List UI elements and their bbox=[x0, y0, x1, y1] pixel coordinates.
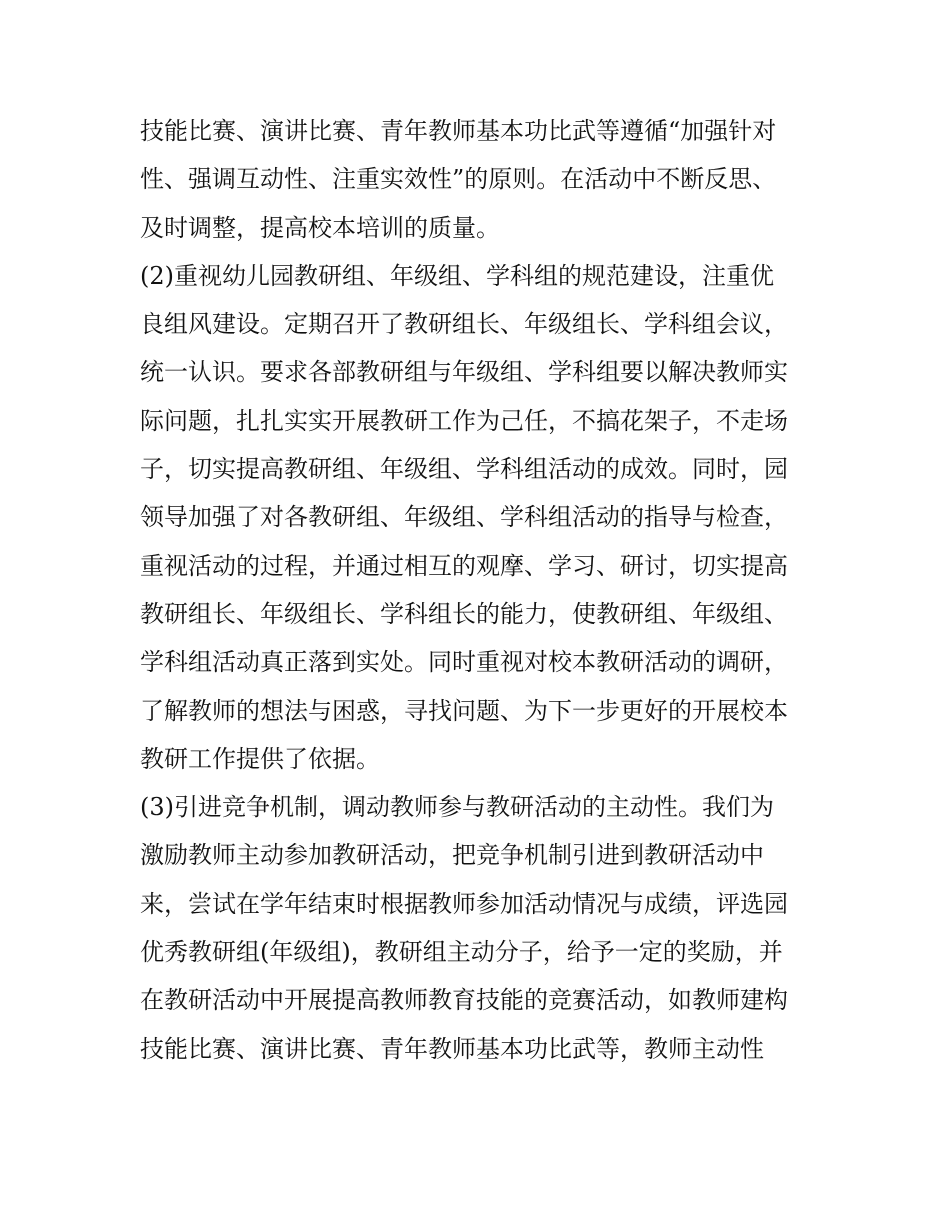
text-line: 教研组长、年级组长、学科组长的能力，使教研组、年级组、 bbox=[140, 599, 788, 628]
text-line: 在教研活动中开展提高教师教育技能的竞赛活动，如教师建构 bbox=[140, 986, 788, 1015]
text-line: 学科组活动真正落到实处。同时重视对校本教研活动的调研， bbox=[140, 648, 788, 677]
text-line: 及时调整，提高校本培训的质量。 bbox=[140, 213, 500, 242]
text-line: 教研工作提供了依据。 bbox=[140, 744, 380, 773]
text-line: (3)引进竞争机制，调动教师参与教研活动的主动性。我们为 bbox=[140, 793, 774, 822]
text-line: 良组风建设。定期召开了教研组长、年级组长、学科组会议， bbox=[140, 310, 788, 339]
body-text bbox=[140, 107, 820, 1073]
text-line: 激励教师主动参加教研活动，把竞争机制引进到教研活动中 bbox=[140, 841, 764, 870]
text-line: 技能比赛、演讲比赛、青年教师基本功比武等，教师主动性 bbox=[140, 1034, 764, 1063]
text-line: 统一认识。要求各部教研组与年级组、学科组要以解决教师实 bbox=[140, 358, 788, 387]
text-line: 子，切实提高教研组、年级组、学科组活动的成效。同时，园 bbox=[140, 455, 788, 484]
text-line: 领导加强了对各教研组、年级组、学科组活动的指导与检查， bbox=[140, 503, 788, 532]
text-line: 际问题，扎扎实实开展教研工作为己任，不搞花架子，不走场 bbox=[140, 406, 788, 435]
text-line: 了解教师的想法与困惑，寻找问题、为下一步更好的开展校本 bbox=[140, 696, 788, 725]
text-line: (2)重视幼儿园教研组、年级组、学科组的规范建设，注重优 bbox=[140, 261, 774, 290]
text-line: 性、强调互动性、注重实效性”的原则。在活动中不断反思、 bbox=[140, 165, 777, 194]
text-line: 来，尝试在学年结束时根据教师参加活动情况与成绩，评选园 bbox=[140, 889, 788, 918]
text-line: 优秀教研组(年级组)，教研组主动分子，给予一定的奖励，并 bbox=[140, 938, 783, 967]
text-line: 重视活动的过程，并通过相互的观摩、学习、研讨，切实提高 bbox=[140, 551, 788, 580]
text-line: 技能比赛、演讲比赛、青年教师基本功比武等遵循“加强针对 bbox=[140, 117, 777, 145]
